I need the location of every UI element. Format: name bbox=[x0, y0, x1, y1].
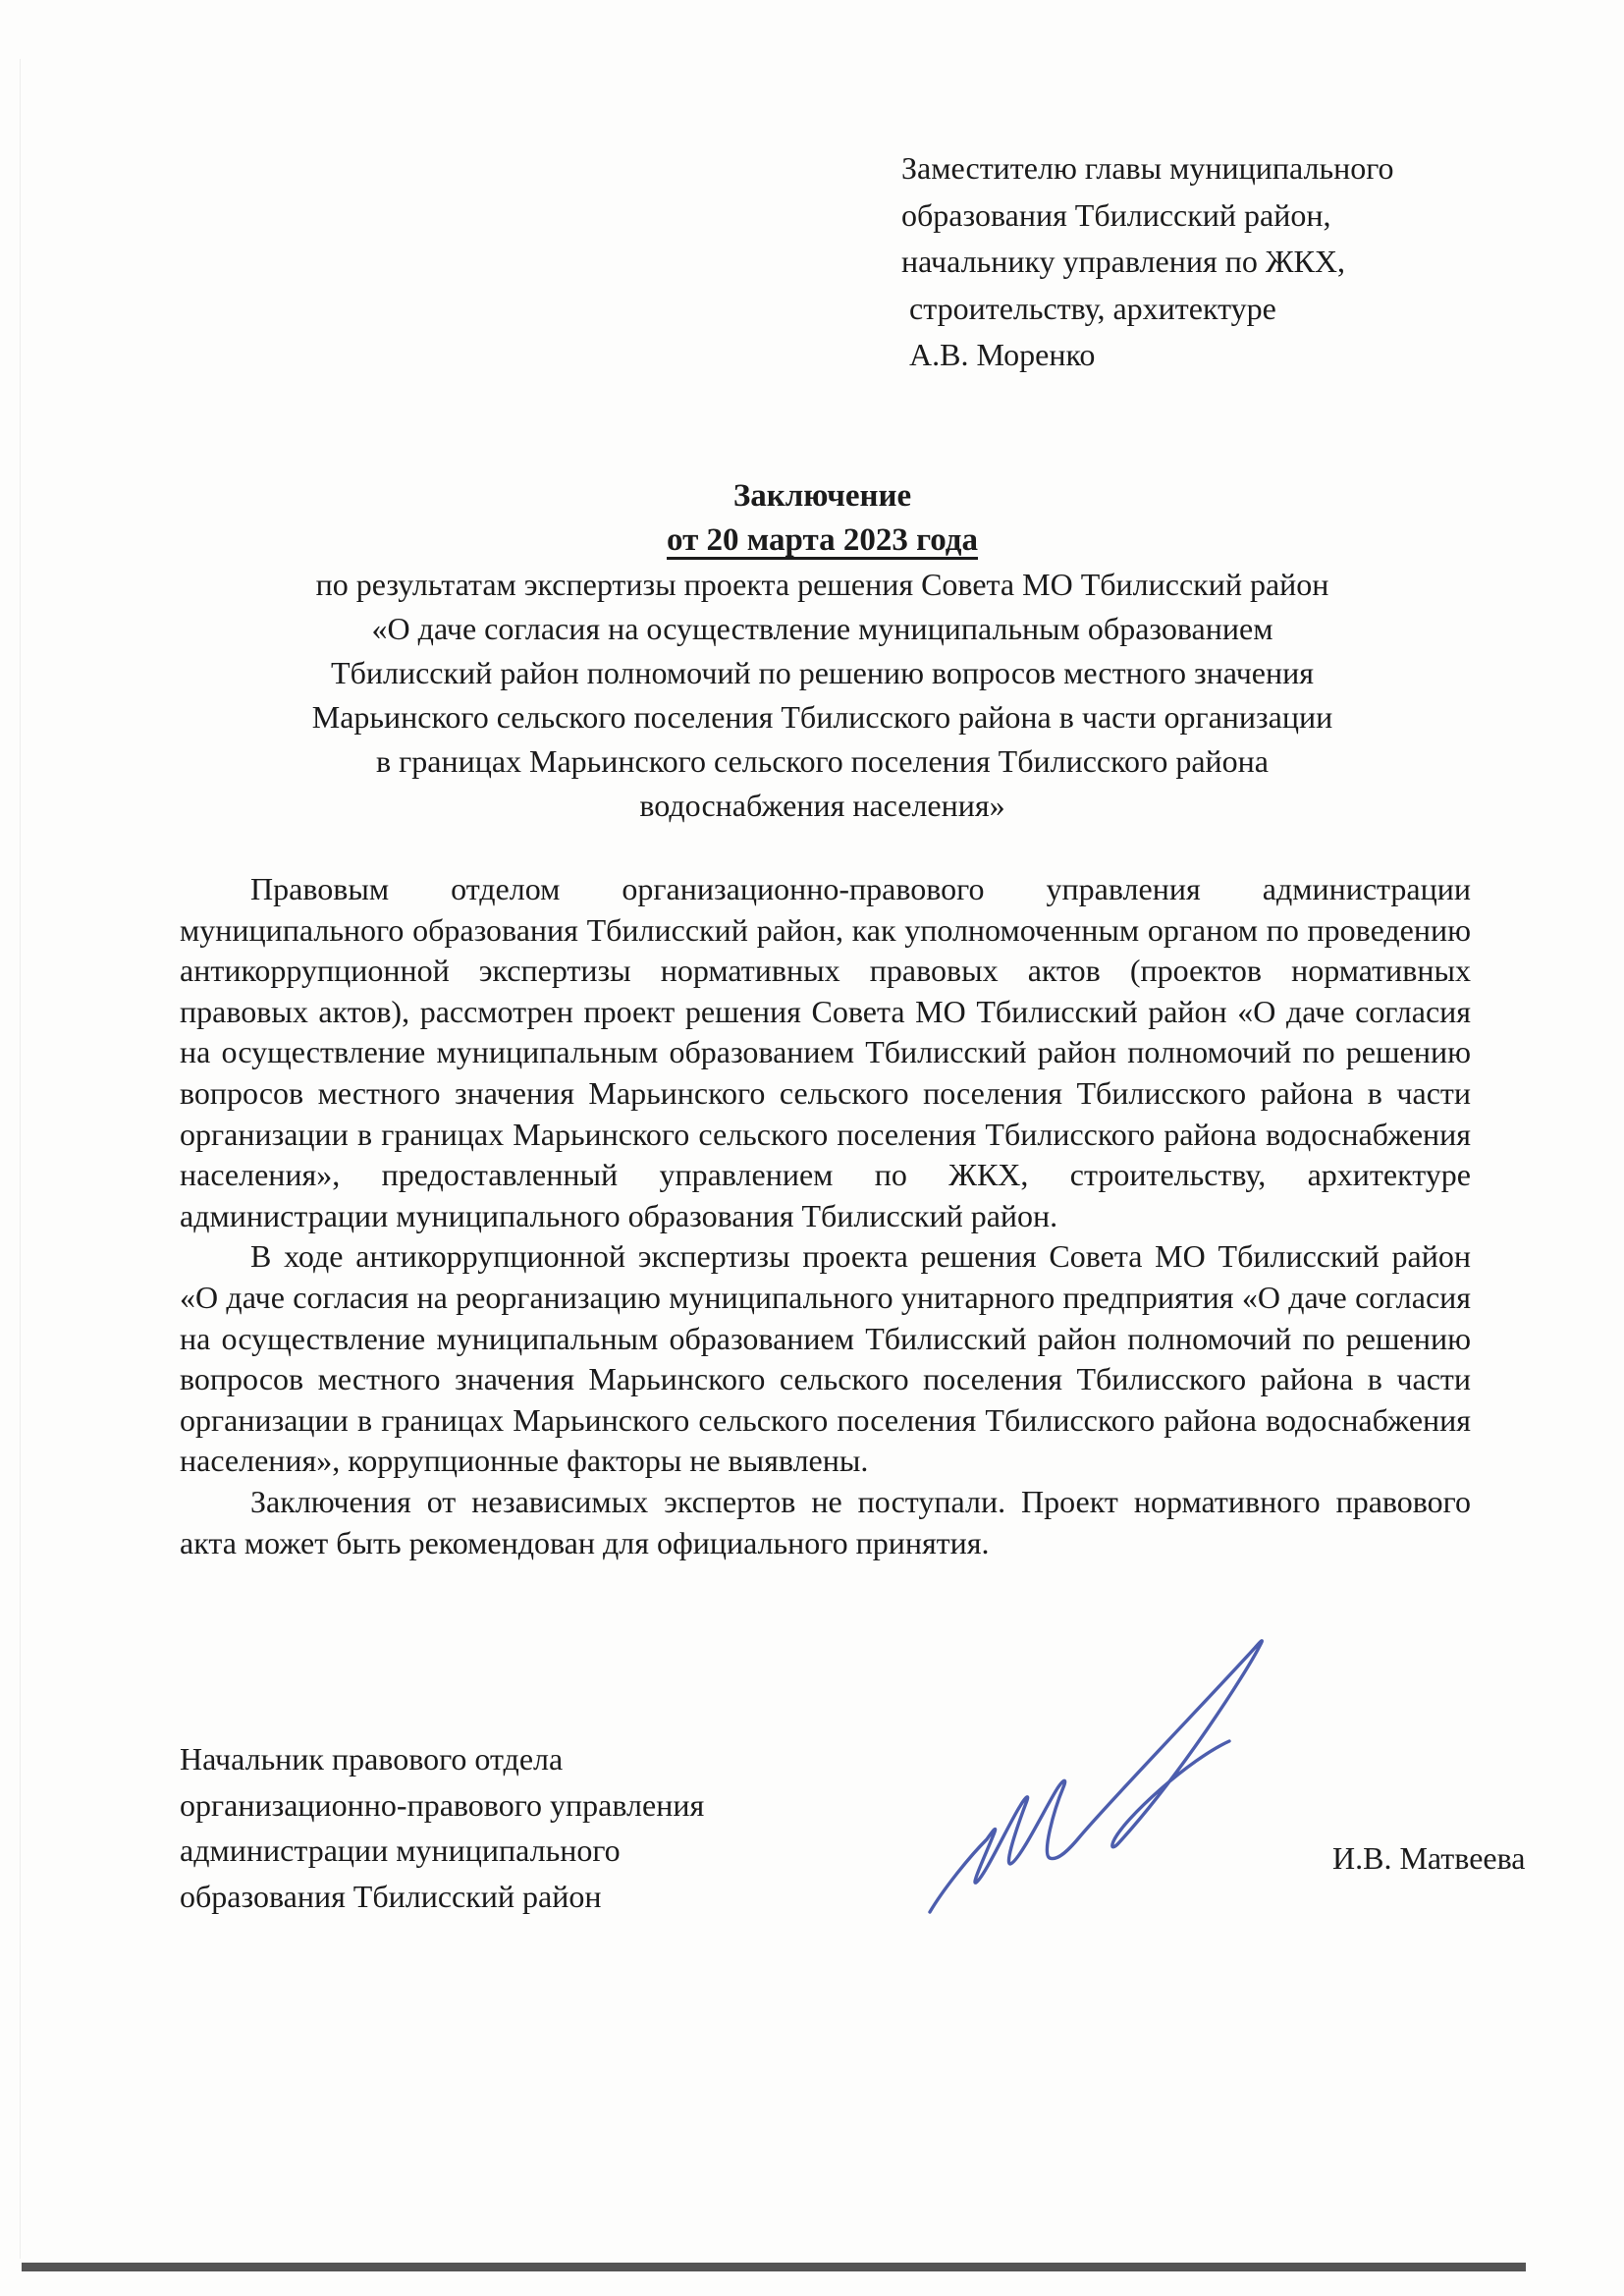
signature-position-line: образования Тбилисский район bbox=[180, 1878, 602, 1914]
document-date: от 20 марта 2023 года bbox=[667, 522, 978, 558]
body-paragraph: Заключения от независимых экспертов не поступали. Проект нормативного правового акта может быть рекомендован для официального принятия. bbox=[180, 1483, 1471, 1560]
scan-artifact-bar bbox=[22, 2263, 1526, 2271]
signature-position-block bbox=[180, 1736, 867, 1919]
document-body bbox=[180, 869, 1471, 1563]
title-subtitle-line: в границах Марьинского сельского поселения Тбилисского района bbox=[376, 743, 1269, 779]
title-subtitle-line: по результатам экспертизы проекта решения Совета МО Тбилисский район bbox=[315, 567, 1329, 602]
signature-position-line: администрации муниципального bbox=[180, 1832, 621, 1868]
signature-position-line: Начальник правового отдела bbox=[180, 1741, 564, 1777]
title-subtitle-line: водоснабжения населения» bbox=[639, 788, 1005, 823]
signature-ink bbox=[903, 1601, 1286, 1935]
document-title: Заключение bbox=[732, 478, 912, 514]
recipient-name: А.В. Моренко bbox=[909, 337, 1096, 372]
title-subtitle-line: «О даче согласия на осуществление муниципальным образованием bbox=[371, 611, 1273, 646]
signer-name: И.В. Матвеева bbox=[1332, 1840, 1526, 1876]
recipient-line: строительству, архитектуре bbox=[909, 290, 1276, 326]
title-subtitle-line: Тбилисский район полномочий по решению вопросов местного значения bbox=[331, 655, 1314, 690]
recipient-line: Заместителю главы муниципального bbox=[901, 150, 1394, 186]
title-block bbox=[177, 474, 1468, 828]
signature-position-line: организационно-правового управления bbox=[180, 1786, 705, 1823]
body-paragraph: Правовым отделом организационно-правового управления администрации муниципального образования Тбилисский район, как уполномоченным органом по проведению антикоррупционной экспертизы нормативных правовых актов (проектов нормативных правовых актов), рассмотрен проект решения Совета МО Тбилисский район «О даче согласия на осуществление муниципальным образованием Тбилисский район полномочий по решению вопросов местного значения Марьинского сельского поселения Тбилисского района в части организации в границах Марьинского сельского поселения Тбилисского района водоснабжения населения», предоставленный управлением по ЖКХ, строительству, архитектуре администрации муниципального образования Тбилисский район. bbox=[180, 871, 1471, 1233]
scan-edge-line bbox=[20, 59, 21, 2259]
recipient-block bbox=[901, 145, 1490, 379]
recipient-line: образования Тбилисский район, bbox=[901, 196, 1331, 233]
body-paragraph: В ходе антикоррупционной экспертизы проекта решения Совета МО Тбилисский район «О даче согласия на реорганизацию муниципального унитарного предприятия «О даче согласия на осуществление муниципальным образованием Тбилисский район полномочий по решению вопросов местного значения Марьинского сельского поселения Тбилисского района в части организации в границах Марьинского сельского поселения Тбилисского района водоснабжения населения», коррупционные факторы не выявлены. bbox=[180, 1238, 1471, 1479]
recipient-line: начальнику управления по ЖКХ, bbox=[901, 244, 1345, 279]
title-subtitle-line: Марьинского сельского поселения Тбилисского района в части организации bbox=[311, 699, 1333, 735]
